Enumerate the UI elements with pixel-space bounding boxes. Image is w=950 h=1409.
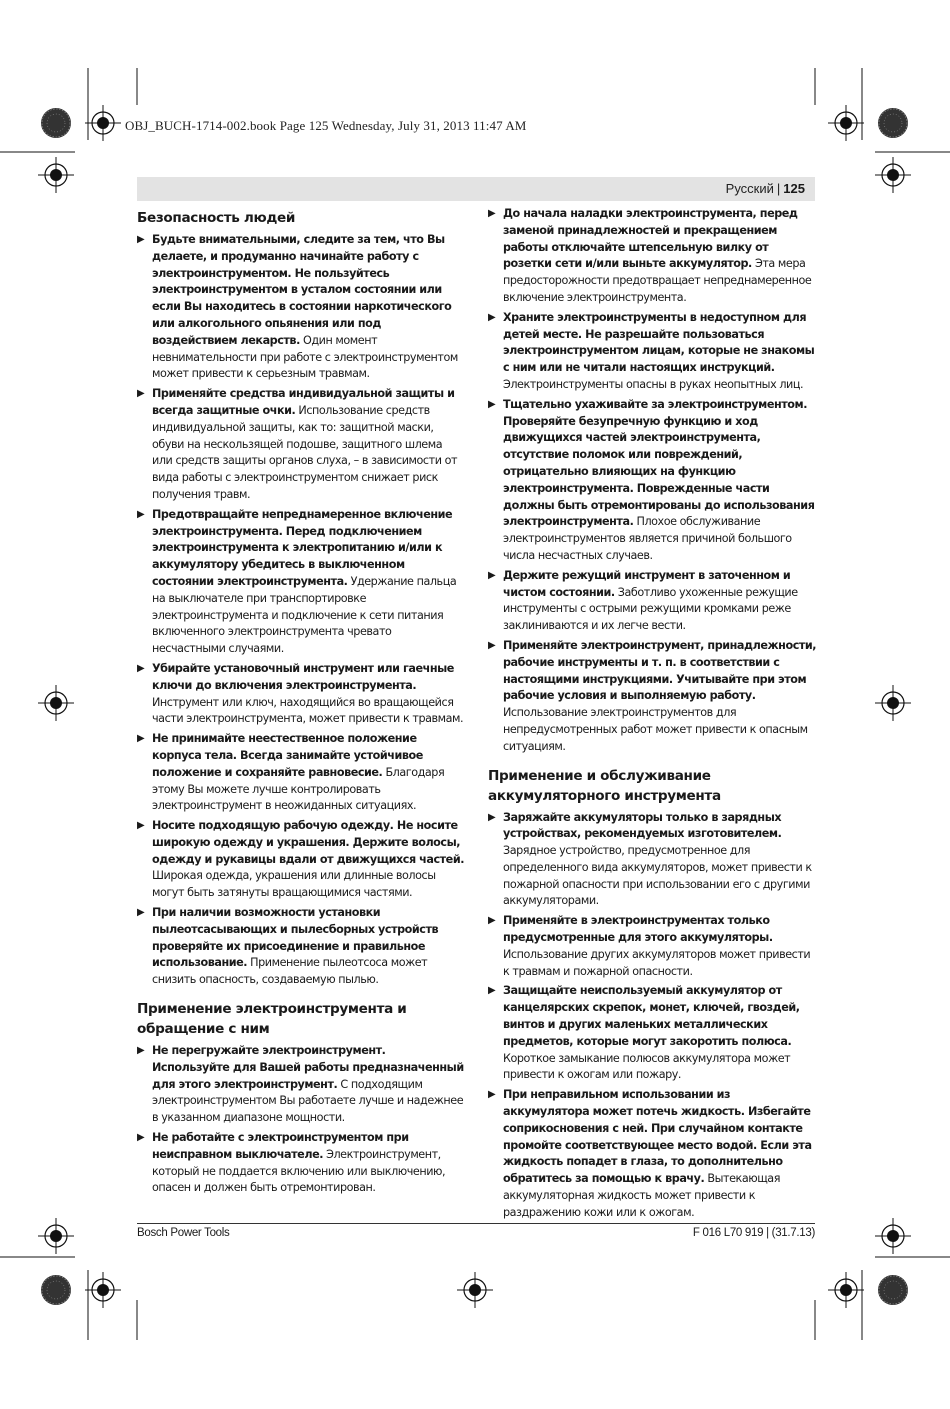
instruction-text: Применяйте средства индивидуальной защиты и всегда защитные очки. — [152, 387, 455, 417]
section-heading: Применение и обслуживание аккумуляторного инструмента — [488, 767, 721, 804]
header-language: Русский — [725, 181, 774, 196]
instruction-text: Носите подходящую рабочую одежду. Не носите широкую одежду и украшения. Держите волосы, одежду и рукавицы вдали от движущихся частей. — [152, 819, 465, 866]
list-item — [488, 1087, 818, 1221]
instruction-text: Будьте внимательными, следите за тем, что Вы делаете, и продуманно начинайте работу с электроинструментом. Не пользуйтесь электроинструментом в усталом состоянии или если Вы находитесь в состоянии наркотического или алкогольного опьянения или под воздействием лекарств. — [152, 233, 452, 347]
explanation-text: Инструмент или ключ, находящийся во вращающейся части электроинструмента, может привести к травмам. — [152, 695, 464, 726]
instruction-text: Убирайте установочный инструмент или гаечные ключи до включения электроинструмента. — [152, 661, 454, 692]
explanation-text: Один момент невнимательности при работе с электроинструментом может привести к серьезным травмам. — [152, 333, 458, 381]
instruction-text: Держите режущий инструмент в заточенном и чистом состоянии. — [503, 568, 791, 599]
explanation-text: Электроинструменты опасны в руках неопытных лиц. — [503, 377, 804, 391]
registration-cross-mark — [38, 685, 74, 721]
registration-target-mark — [878, 108, 908, 138]
list-item — [488, 638, 818, 756]
instruction-text: Защищайте неиспользуемый аккумулятор от канцелярских скрепок, монет, ключей, гвоздей, винтов и других маленьких металлических предметов, которые могут закоротить полюса. — [503, 984, 800, 1048]
bullet-arrow-icon: ▶ — [488, 569, 496, 581]
explanation-text: Удержание пальца на выключателе при транспортировке электроинструмента и подключение к сети питания включенного электроинструмента чревато несчастными случаями. — [152, 574, 457, 656]
explanation-text: Заботливо ухоженные режущие инструменты с острыми режущими кромками реже заклиниваются и их легче вести. — [503, 585, 798, 633]
bullet-list — [488, 810, 818, 1222]
bullet-arrow-icon: ▶ — [488, 639, 496, 651]
list-item — [137, 1130, 465, 1197]
instruction-text: Заряжайте аккумуляторы только в зарядных устройствах, рекомендуемых изготовителем. — [503, 810, 782, 841]
bullet-arrow-icon: ▶ — [137, 733, 145, 745]
explanation-text: Широкая одежда, украшения или длинные волосы могут быть затянуты вращающимися частями. — [152, 869, 436, 900]
bullet-arrow-icon: ▶ — [137, 388, 145, 400]
left-column — [137, 206, 465, 1200]
explanation-text: Вытекающая аккумуляторная жидкость может привести к раздражению кожи или к ожогам. — [503, 1172, 780, 1219]
bullet-arrow-icon: ▶ — [488, 985, 496, 997]
list-item — [137, 232, 465, 383]
list-item — [488, 568, 818, 635]
header-separator: | — [776, 181, 781, 196]
explanation-text: Электроинструмент, который не поддается включению или выключению, опасен и должен быть отремонтирован. — [152, 1147, 446, 1195]
explanation-text: Применение пылеотсоса может снизить опасность, создаваемую пылью. — [152, 956, 428, 987]
registration-cross-mark — [457, 1272, 493, 1308]
explanation-text: С подходящим электроинструментом Вы работаете лучше и надежнее в указанном диапазоне мощности. — [152, 1077, 464, 1125]
list-item — [488, 310, 818, 394]
bullet-list — [488, 206, 818, 756]
bullet-arrow-icon: ▶ — [137, 907, 145, 919]
instruction-text: Не перегружайте электроинструмент. Используйте для Вашей работы предназначенный для этого электроинструмент. — [152, 1044, 464, 1091]
explanation-text: Плохое обслуживание электроинструментов является причиной большого числа несчастных случаев. — [503, 515, 792, 562]
bullet-arrow-icon: ▶ — [137, 662, 145, 674]
instruction-text: Применяйте электроинструмент, принадлежности, рабочие инструменты и т. п. в соответствии с настоящими инструкциями. Учитывайте при этом рабочие условия и выполняемую работу. — [503, 638, 817, 703]
bullet-arrow-icon: ▶ — [137, 508, 145, 520]
footer-brand: Bosch Power Tools — [137, 1227, 230, 1239]
instruction-text: При наличии возможности установки пылеотсасывающих и пылесборных устройств проверяйте их присоединение и правильное использование. — [152, 906, 439, 970]
bullet-arrow-icon: ▶ — [137, 1045, 145, 1057]
bullet-arrow-icon: ▶ — [137, 820, 145, 832]
registration-cross-mark — [85, 105, 121, 141]
instruction-text: Тщательно ухаживайте за электроинструментом. Проверяйте безупречную функцию и ход движущихся частей электроинструмента, отсутствие поломок или повреждений, отрицательно влияющих на функцию электроинструмента. Поврежденные части должны быть отремонтированы до использования электроинструмента. — [503, 397, 815, 529]
registration-cross-mark — [875, 157, 911, 193]
page-number: 125 — [783, 181, 805, 196]
registration-target-mark — [878, 1275, 908, 1305]
instruction-text: При неправильном использовании из аккумулятора может потечь жидкость. Избегайте соприкосновения с ней. При случайном контакте промойте соответствующее место водой. Если эта жидкость попадет в глаза, то дополнительно обратитесь за помощью к врачу. — [503, 1088, 812, 1186]
instruction-text: Храните электроинструменты в недоступном для детей месте. Не разрешайте пользоваться электроинструментом лицам, которые не знакомы с ним или не читали настоящих инструкций. — [503, 310, 815, 375]
list-item — [137, 905, 465, 989]
right-column — [488, 206, 818, 1225]
explanation-text: Короткое замыкание полюсов аккумулятора может привести к ожогам или пожару. — [503, 1051, 791, 1082]
explanation-text: Использование электроинструментов для непредусмотренных работ может привести к опасным ситуациям. — [503, 706, 808, 753]
instruction-text: Не работайте с электроинструментом при неисправном выключателе. — [152, 1131, 409, 1161]
bullet-arrow-icon: ▶ — [137, 1132, 145, 1144]
list-item — [137, 661, 465, 728]
registration-cross-mark — [38, 1218, 74, 1254]
bullet-arrow-icon: ▶ — [488, 915, 496, 927]
registration-cross-mark — [828, 105, 864, 141]
list-item — [137, 731, 465, 815]
instruction-text: До начала наладки электроинструмента, перед заменой принадлежностей и прекращением работы отключайте штепсельную вилку от розетки сети и/или выньте аккумулятор. — [503, 207, 798, 271]
explanation-text: Благодаря этому Вы можете лучше контролировать электроинструмент в неожиданных ситуациях. — [152, 765, 445, 813]
bullet-arrow-icon: ▶ — [488, 811, 496, 823]
list-item — [488, 206, 818, 307]
list-item — [137, 386, 465, 504]
instruction-text: Предотвращайте непреднамеренное включение электроинструмента. Перед подключением электроинструмента к электропитанию и/или к аккумулятору убедитесь в выключенном состоянии электроинструмента. — [152, 507, 453, 588]
running-header-bar — [137, 177, 815, 201]
list-item — [488, 983, 818, 1084]
bullet-arrow-icon: ▶ — [488, 208, 496, 219]
registration-cross-mark — [875, 685, 911, 721]
bullet-arrow-icon: ▶ — [488, 398, 496, 410]
list-item — [137, 1043, 465, 1127]
instruction-text: Применяйте в электроинструментах только предусмотренные для этого аккумуляторы. — [503, 914, 773, 945]
bullet-arrow-icon: ▶ — [137, 234, 145, 245]
explanation-text: Зарядное устройство, предусмотренное для определенного вида аккумуляторов, может привести к пожарной опасности при использовании его с другими аккумуляторами. — [503, 844, 812, 908]
explanation-text: Использование средств индивидуальной защиты, как то: защитной маски, обуви на нескользящей подошве, защитного шлема или средств защиты органов слуха, – в зависимости от вида работы с электроинструментом снижает риск получения травм. — [152, 403, 458, 501]
explanation-text: Эта мера предосторожности предотвращает непреднамеренное включение электроинструмента. — [503, 257, 812, 304]
registration-cross-mark — [828, 1272, 864, 1308]
section-heading: Безопасность людей — [137, 210, 296, 226]
bullet-arrow-icon: ▶ — [488, 311, 496, 323]
registration-target-mark — [41, 108, 71, 138]
instruction-text: Не принимайте неестественное положение корпуса тела. Всегда занимайте устойчивое положение и сохраняйте равновесие. — [152, 732, 423, 779]
running-header — [726, 181, 805, 196]
bullet-list — [137, 1043, 465, 1197]
list-item — [488, 397, 818, 565]
bullet-list — [137, 232, 465, 989]
registration-cross-mark — [875, 1218, 911, 1254]
registration-target-mark — [41, 1275, 71, 1305]
section-heading: Применение электроинструмента и обращение с ним — [137, 1001, 407, 1038]
bullet-arrow-icon: ▶ — [488, 1089, 496, 1101]
footer-rule — [137, 1223, 815, 1224]
explanation-text: Использование других аккумуляторов может привести к травмам и пожарной опасности. — [503, 947, 811, 978]
registration-cross-mark — [38, 157, 74, 193]
list-item — [488, 913, 818, 980]
list-item — [488, 810, 818, 911]
registration-cross-mark — [85, 1272, 121, 1308]
print-slug-line: OBJ_BUCH-1714-002.book Page 125 Wednesday, July 31, 2013 11:47 AM — [125, 118, 527, 133]
list-item — [137, 507, 465, 658]
list-item — [137, 818, 465, 902]
footer-doc-code: F 016 L70 919 | (31.7.13) — [692, 1227, 815, 1239]
